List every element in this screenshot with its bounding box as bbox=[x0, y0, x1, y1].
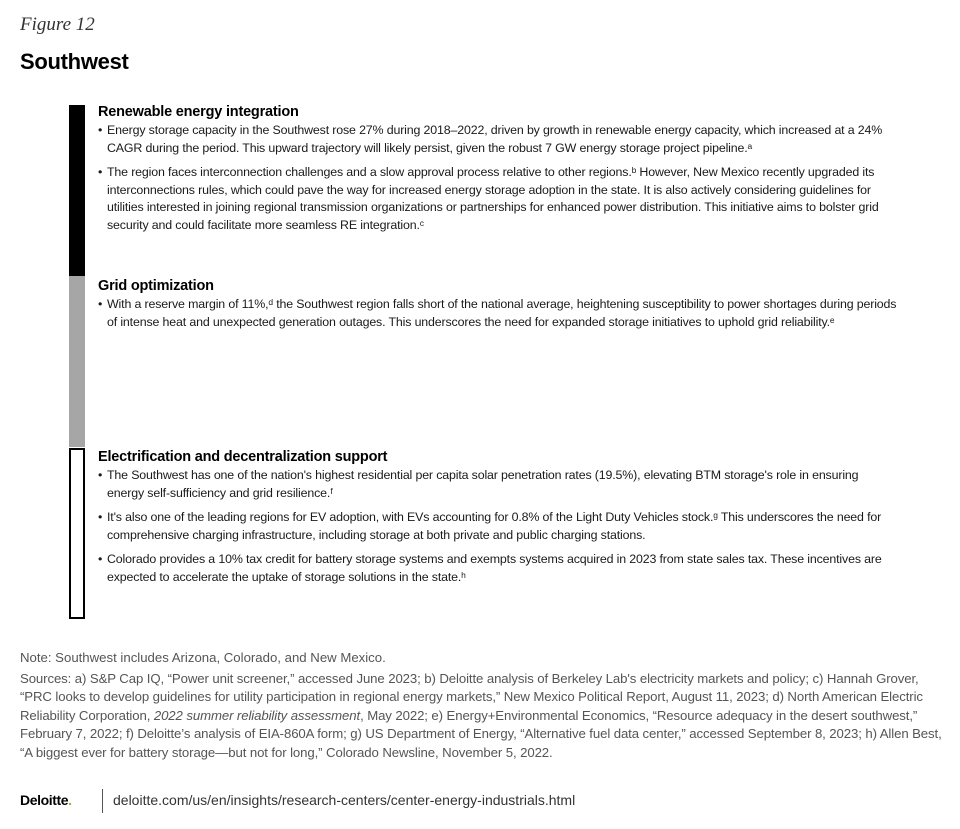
figure-sources bbox=[20, 670, 945, 762]
figure-label: Figure 12 bbox=[20, 14, 95, 35]
bullet-item: • Colorado provides a 10% tax credit for battery storage systems and exempts systems acquired in 2023 from state sales tax. These incentives are expected to accelerate the uptake of storage solutions in the state.ʰ bbox=[98, 551, 898, 586]
bullet-item: • The Southwest has one of the nation's highest residential per capita solar penetration rates (19.5%), elevating BTM storage's role in ensuring energy self-sufficiency and grid resilience.ᶠ bbox=[98, 467, 898, 502]
section-bar-renewable bbox=[69, 105, 85, 276]
section-heading: Renewable energy integration bbox=[98, 104, 299, 120]
section-heading: Electrification and decentralization support bbox=[98, 449, 388, 465]
sources-italic-title: 2022 summer reliability assessment bbox=[153, 707, 361, 723]
bullet-item: • The region faces interconnection challenges and a slow approval process relative to other regions.ᵇ However, New Mexico recently upgraded its interconnections rules, which could pave the way for increased energy storage adoption in the state. It is also actively considering guidelines for utilities interested in joining regional transmission organizations or partnerships for enhanced power distribution. This initiative aims to bolster grid security and could facilitate more seamless RE integration.ᶜ bbox=[98, 164, 898, 234]
sources-text: Sources: a) S&P Cap IQ, “Power unit screener,” accessed June 2023; b) Deloitte analysis of Berkeley Lab's electricity markets and policy; c) Hannah Grover, “PRC looks to develop guidelines for utility participation in regional energy markets,” New Mexico Political Report, August 11, 2023; d) North American Electric Reliability Corporation, bbox=[20, 671, 923, 723]
bullet-item: • It's also one of the leading regions for EV adoption, with EVs accounting for 0.8% of the Light Duty Vehicles stock.ᵍ This underscores the need for comprehensive charging infrastructure, including storage at both private and public charging stations. bbox=[98, 509, 898, 544]
logo-dot: . bbox=[68, 792, 72, 808]
footer-url[interactable]: deloitte.com/us/en/insights/research-centers/center-energy-industrials.html bbox=[113, 792, 576, 808]
section-bar-electrification bbox=[69, 448, 85, 619]
section-electrification-decentralization bbox=[98, 449, 898, 594]
footer bbox=[20, 787, 920, 817]
deloitte-logo bbox=[20, 792, 72, 808]
figure-title: Southwest bbox=[20, 49, 129, 74]
bullet-item: • With a reserve margin of 11%,ᵈ the Southwest region falls short of the national average, heightening susceptibility to power shortages during periods of intense heat and unexpected generation outages. This underscores the need for expanded storage initiatives to uphold grid reliability.ᵉ bbox=[98, 296, 898, 331]
logo-text: Deloitte bbox=[20, 792, 69, 808]
section-heading: Grid optimization bbox=[98, 278, 214, 294]
section-bar-grid bbox=[69, 276, 85, 447]
figure-note: Note: Southwest includes Arizona, Colorado, and New Mexico. bbox=[20, 650, 386, 665]
section-renewable-energy-integration bbox=[98, 104, 898, 242]
bullet-item: • Energy storage capacity in the Southwest rose 27% during 2018–2022, driven by growth in renewable energy capacity, which increased at a 24% CAGR during the period. This upward trajectory will likely persist, given the robust 7 GW energy storage project pipeline.ᵃ bbox=[98, 122, 898, 157]
sources-text-rest: , May 2022; e) Energy+Environmental Economics, “Resource adequacy in the desert southwest,” February 7, 2022; f) Deloitte’s analysis of EIA-860A form; g) US Department of Energy, “Alternative fuel data center,” accessed September 8, 2023; h) Allen Best, “A biggest ever for battery storage—but not for long,” Colorado Newsline, November 5, 2022. bbox=[20, 707, 942, 760]
footer-divider bbox=[102, 789, 103, 813]
section-grid-optimization bbox=[98, 278, 898, 338]
